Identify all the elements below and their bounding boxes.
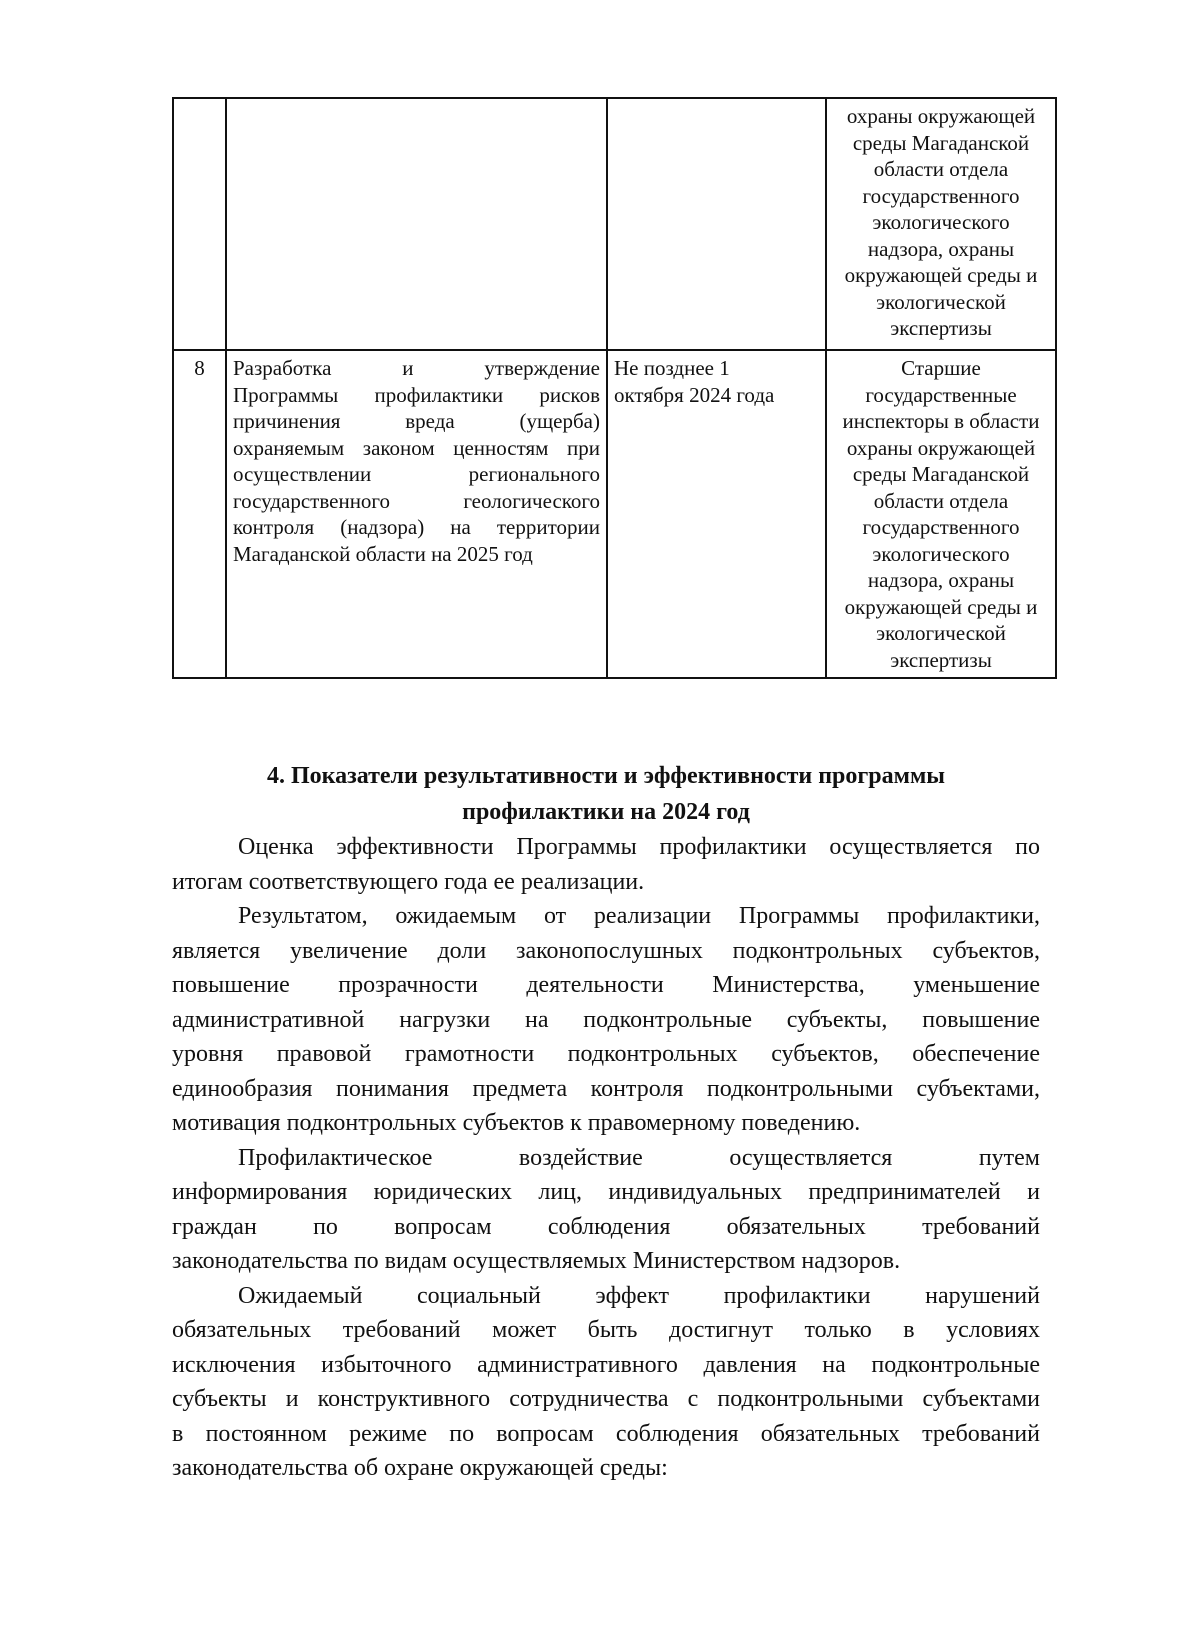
task-line: Магаданской области на 2025 год (233, 541, 533, 566)
paragraph-line: уровня правовой грамотности подконтрольных субъектов, обеспечение (172, 1041, 1040, 1067)
responsible-line: среды Магаданской (852, 462, 1030, 486)
task-line: контроля (надзора) на территории (233, 515, 600, 539)
responsible-line: экспертизы (890, 316, 992, 340)
row-number-cell (173, 98, 226, 350)
responsible-line: среды Магаданской (852, 130, 1030, 155)
task-line: осуществлении регионального (233, 462, 600, 486)
responsible-line: надзора, охраны (867, 568, 1015, 592)
responsible-line: надзора, охраны (867, 236, 1015, 261)
row-number-cell (173, 350, 226, 678)
responsible-cell (826, 350, 1056, 678)
section-body (172, 830, 1040, 1486)
responsible-line: экспертизы (890, 647, 992, 672)
responsible-line: экологической (876, 289, 1006, 314)
activities-table (172, 97, 1057, 679)
responsible-cell (826, 98, 1056, 350)
paragraph-line: является увеличение доли законопослушных подконтрольных субъектов, (172, 937, 1040, 964)
responsible-line: охраны окружающей (846, 104, 1036, 128)
paragraph-line: повышение прозрачности деятельности Министерства, уменьшение (172, 972, 1040, 998)
paragraph-line: законодательства об охране окружающей среды: (172, 1455, 668, 1481)
paragraph-line: Ожидаемый социальный эффект профилактики нарушений (238, 1282, 1040, 1309)
responsible-line: области отдела (873, 157, 1009, 181)
responsible-line: инспекторы в области (842, 409, 1040, 433)
responsible-line: охраны окружающей (846, 435, 1036, 460)
paragraph-line: итогам соответствующего года ее реализации. (172, 868, 645, 895)
paragraph (172, 830, 1040, 899)
deadline-line: октября 2024 года (614, 382, 775, 407)
section-heading (172, 758, 1040, 830)
paragraph-line: законодательства по видам осуществляемых Министерством надзоров. (172, 1248, 901, 1274)
section-heading-line: 4. Показатели результативности и эффективности программы (266, 763, 946, 789)
paragraph-line: административной нагрузки на подконтрольные субъекты, повышение (172, 1006, 1040, 1033)
deadline-cell (607, 350, 826, 678)
paragraph (172, 1141, 1040, 1279)
paragraph-line: исключения избыточного административного давления на подконтрольные (172, 1351, 1040, 1378)
responsible-line: государственного (862, 515, 1020, 539)
table-row-continued (173, 98, 1056, 350)
responsible-line: окружающей среды и (844, 263, 1038, 287)
paragraph-line: единообразия понимания предмета контроля подконтрольными субъектами, (172, 1075, 1040, 1102)
task-cell (226, 350, 607, 678)
paragraph-line: Результатом, ожидаемым от реализации Программы профилактики, (238, 903, 1040, 929)
task-line: причинения вреда (ущерба) (233, 409, 600, 433)
paragraph-line: граждан по вопросам соблюдения обязательных требований (172, 1213, 1040, 1240)
table-row-8 (173, 350, 1056, 678)
paragraph-line: мотивация подконтрольных субъектов к правомерному поведению. (172, 1110, 861, 1136)
paragraph (172, 899, 1040, 1141)
task-line: охраняемым законом ценностям при (233, 435, 600, 460)
paragraph-line: обязательных требований может быть достигнут только в условиях (172, 1317, 1040, 1343)
responsible-line: экологической (876, 621, 1006, 645)
deadline-line: Не позднее 1 (614, 356, 730, 380)
paragraph-line: Профилактическое воздействие осуществляется путем (238, 1144, 1040, 1171)
task-cell (226, 98, 607, 350)
task-line: государственного геологического (233, 488, 600, 513)
section-heading-line: профилактики на 2024 год (462, 799, 750, 825)
paragraph-line: субъекты и конструктивного сотрудничества с подконтрольными субъектами (172, 1386, 1040, 1412)
task-line: Программы профилактики рисков (233, 382, 600, 407)
task-line: Разработка и утверждение (233, 356, 600, 380)
paragraph (172, 1279, 1040, 1486)
paragraph-line: в постоянном режиме по вопросам соблюдения обязательных требований (172, 1420, 1040, 1447)
responsible-line: области отдела (873, 488, 1009, 513)
responsible-line: государственного (862, 183, 1020, 208)
responsible-line: экологического (872, 210, 1010, 234)
responsible-line: экологического (872, 541, 1010, 566)
responsible-line: государственные (865, 382, 1017, 407)
paragraph-line: информирования юридических лиц, индивидуальных предпринимателей и (172, 1179, 1040, 1205)
responsible-line: окружающей среды и (844, 594, 1038, 619)
deadline-cell (607, 98, 826, 350)
row-number: 8 (194, 356, 205, 380)
responsible-line: Старшие (901, 356, 981, 380)
paragraph-line: Оценка эффективности Программы профилактики осуществляется по (238, 834, 1040, 860)
